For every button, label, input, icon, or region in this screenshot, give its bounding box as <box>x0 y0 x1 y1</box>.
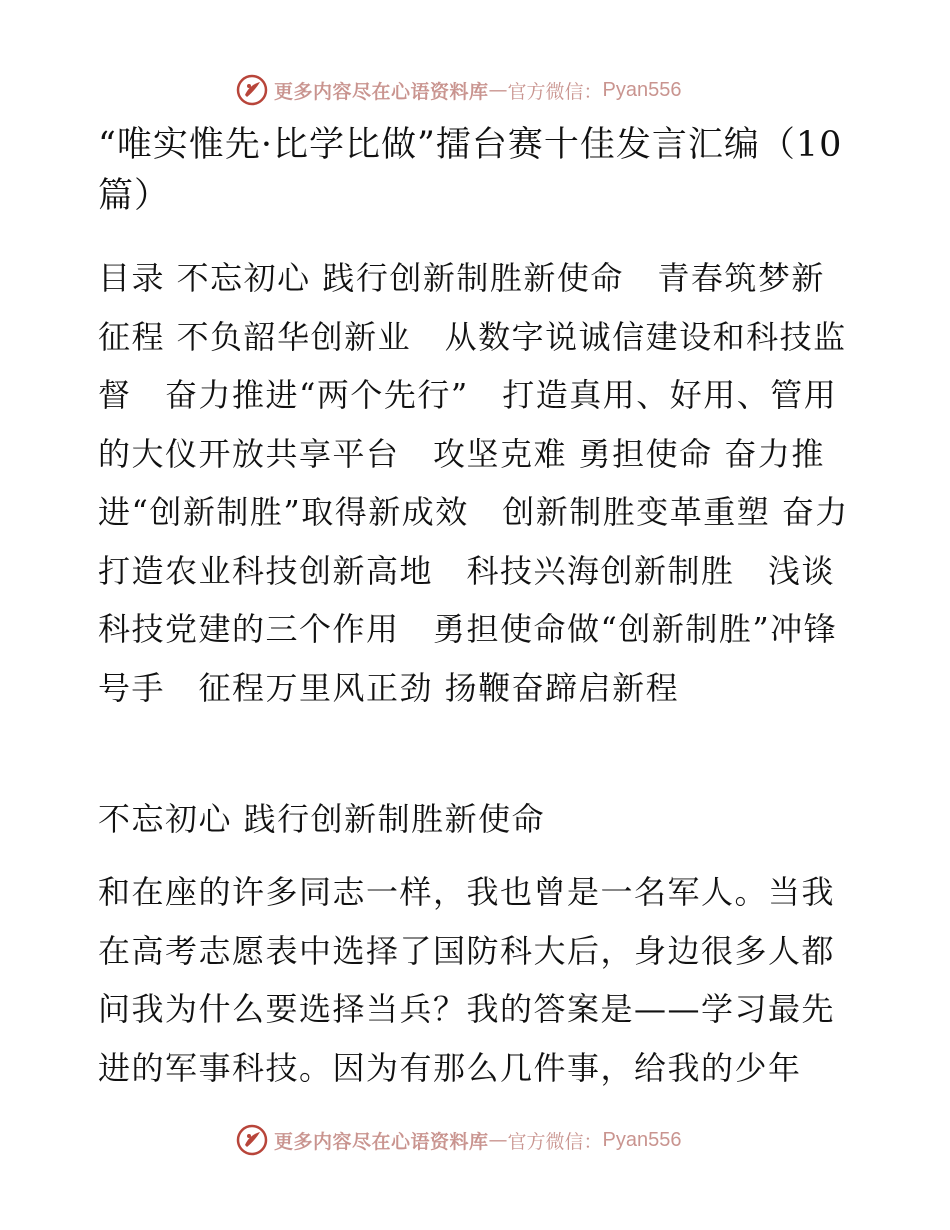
document-title: “唯实惟先·比学比做”擂台赛十佳发言汇编（10篇） <box>98 125 843 216</box>
banner-wechat-label: 官方微信： <box>507 80 603 103</box>
banner-wechat-label: 官方微信： <box>507 1130 603 1153</box>
body-paragraph: 和在座的许多同志一样，我也曾是一名军人。当我在高考志愿表中选择了国防科大后，身边很多人都问我为什么要选择当兵？我的答案是——学习最先进的军事科技。因为有那么几件事，给我的少年 <box>98 873 836 1087</box>
logo-icon <box>236 1124 268 1156</box>
banner-wechat-id: Pyan556 <box>602 78 682 101</box>
banner-slogan: 更多内容尽在心语资料库 <box>274 1130 489 1153</box>
section-heading: 不忘初心 践行创新制胜新使命 <box>98 800 546 838</box>
header-banner <box>236 72 682 108</box>
footer-banner <box>236 1122 682 1158</box>
banner-slogan: 更多内容尽在心语资料库 <box>274 80 489 103</box>
banner-wechat-id: Pyan556 <box>602 1128 682 1151</box>
logo-icon <box>236 74 268 106</box>
table-of-contents: 目录 不忘初心 践行创新制胜新使命 青春筑梦新征程 不负韶华创新业 从数字说诚信建设和科技监督 奋力推进“两个先行” 打造真用、好用、管用的大仪开放共享平台 攻坚克难 勇担使命 奋力推进“创新制胜”取得新成效 创新制胜变革重塑 奋力打造农业科技创新高地 科技兴海创新制胜 浅谈科技党建的三个作用 勇担使命做“创新制胜”冲锋号手 征程万里风正劲 扬鞭奋蹄启新程 <box>98 259 849 707</box>
banner-separator: — <box>488 1129 508 1151</box>
banner-separator: — <box>488 79 508 101</box>
